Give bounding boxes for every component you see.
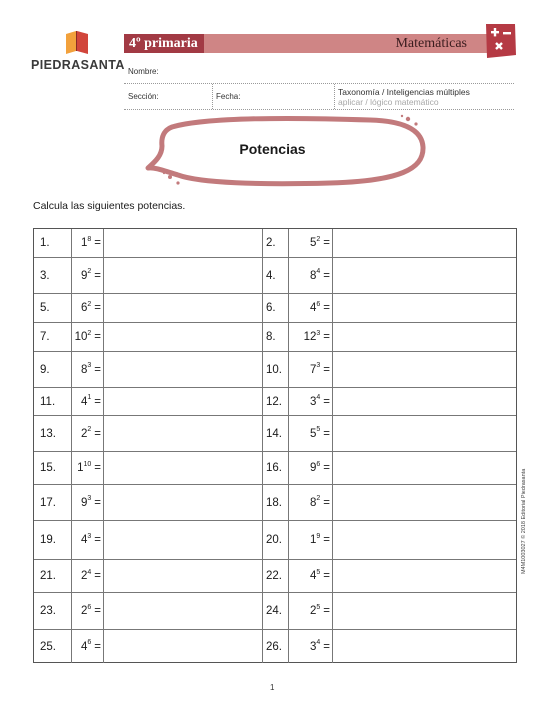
exercise-number: 25.: [40, 640, 56, 653]
math-operations-icon: [483, 22, 518, 60]
equals-sign: =: [94, 269, 101, 282]
table-divider: [262, 388, 263, 415]
equals-sign: =: [323, 395, 330, 408]
power-expression: [81, 630, 101, 663]
power-base: 10: [74, 331, 88, 343]
power-expression: [310, 416, 330, 451]
answer-field[interactable]: [104, 485, 261, 520]
exercise-number: 15.: [40, 462, 56, 474]
power-base: 1: [77, 462, 84, 474]
table-row: [34, 485, 516, 521]
equals-sign: =: [94, 395, 101, 408]
exercise-number: 8.: [266, 331, 276, 343]
equals-sign: =: [94, 570, 101, 582]
table-divider: [288, 593, 289, 629]
power-base: 4: [80, 395, 88, 408]
brand-name: PIEDRASANTA: [31, 58, 125, 72]
table-divider: [71, 593, 72, 629]
answer-field[interactable]: [333, 388, 515, 415]
power-expression: [310, 560, 330, 592]
equals-sign: =: [94, 427, 101, 440]
taxonomy-label: Taxonomía / Inteligencias múltiples: [338, 87, 470, 97]
exercise-number: 26.: [266, 640, 282, 653]
power-exponent: 2: [87, 426, 92, 433]
power-expression: [310, 352, 330, 387]
subject-label: Matemáticas: [395, 36, 467, 51]
power-exponent: 6: [316, 460, 321, 468]
table-divider: [71, 485, 72, 520]
power-base: 9: [309, 462, 317, 474]
table-divider: [262, 521, 263, 559]
power-base: 8: [80, 363, 88, 376]
table-divider: [262, 294, 263, 322]
equals-sign: =: [94, 237, 101, 249]
table-divider: [71, 294, 72, 322]
name-label: Nombre:: [128, 67, 159, 76]
power-expression: [81, 388, 101, 415]
power-expression: [75, 323, 101, 351]
answer-field[interactable]: [104, 323, 261, 351]
power-exponent: 4: [316, 639, 321, 646]
power-base: 2: [80, 427, 88, 440]
power-base: 2: [80, 570, 88, 582]
power-expression: [81, 485, 101, 520]
answer-field[interactable]: [104, 258, 261, 293]
power-base: 8: [309, 496, 317, 509]
power-exponent: 5: [316, 603, 321, 611]
power-expression: [77, 452, 101, 484]
table-divider: [71, 521, 72, 559]
answer-field[interactable]: [104, 593, 261, 629]
equals-sign: =: [94, 640, 101, 653]
power-base: 9: [80, 269, 88, 282]
power-exponent: 2: [316, 495, 321, 502]
power-base: 2: [80, 605, 88, 617]
power-exponent: 3: [87, 532, 92, 540]
power-exponent: 2: [87, 329, 92, 337]
exercise-number: 6.: [266, 302, 276, 314]
table-divider: [71, 630, 72, 663]
power-expression: [310, 452, 330, 484]
answer-field[interactable]: [104, 352, 261, 387]
answer-field[interactable]: [333, 560, 515, 592]
answer-field[interactable]: [333, 521, 515, 559]
power-expression: [310, 258, 330, 293]
equals-sign: =: [323, 302, 330, 314]
table-divider: [262, 593, 263, 629]
answer-field[interactable]: [333, 229, 515, 257]
power-base: 4: [309, 302, 317, 314]
answer-field[interactable]: [104, 388, 261, 415]
table-divider: [288, 416, 289, 451]
table-divider: [262, 560, 263, 592]
power-exponent: 2: [316, 235, 321, 243]
power-expression: [310, 229, 330, 257]
answer-field[interactable]: [104, 452, 261, 484]
power-exponent: 4: [87, 568, 92, 576]
exercise-number: 21.: [40, 570, 56, 582]
exercise-number: 20.: [266, 534, 282, 546]
power-expression: [304, 323, 330, 351]
table-divider: [288, 485, 289, 520]
answer-field[interactable]: [333, 294, 515, 322]
form-bottom-line: [124, 109, 514, 110]
exercise-number: 1.: [40, 237, 50, 249]
power-expression: [81, 521, 101, 559]
table-divider: [288, 258, 289, 293]
answer-field[interactable]: [333, 452, 515, 484]
exercise-number: 2.: [266, 237, 276, 249]
equals-sign: =: [94, 363, 101, 376]
equals-sign: =: [323, 269, 330, 282]
equals-sign: =: [94, 605, 101, 617]
power-base: 12: [303, 331, 317, 343]
power-exponent: 3: [87, 495, 92, 502]
power-expression: [310, 294, 330, 322]
grade-label: 4º primaria: [129, 36, 198, 51]
form-divider: [212, 84, 213, 109]
answer-field[interactable]: [104, 560, 261, 592]
power-exponent: 6: [87, 639, 92, 646]
power-exponent: 2: [87, 300, 92, 308]
power-exponent: 6: [87, 603, 92, 611]
exercise-number: 24.: [266, 605, 282, 617]
taxonomy-sub-label: aplicar / lógico matemático: [338, 97, 439, 107]
table-divider: [262, 630, 263, 663]
answer-field[interactable]: [104, 416, 261, 451]
date-label: Fecha:: [216, 92, 241, 101]
table-divider: [262, 416, 263, 451]
equals-sign: =: [94, 331, 101, 343]
table-divider: [71, 560, 72, 592]
equals-sign: =: [323, 605, 330, 617]
power-base: 8: [309, 269, 317, 282]
equals-sign: =: [323, 237, 330, 249]
equals-sign: =: [94, 462, 101, 474]
table-row: [34, 630, 516, 663]
power-exponent: 10: [83, 460, 92, 468]
exercise-number: 17.: [40, 496, 56, 509]
table-divider: [71, 352, 72, 387]
exercise-table: [33, 228, 517, 663]
power-base: 4: [309, 570, 317, 582]
table-divider: [288, 560, 289, 592]
table-divider: [288, 452, 289, 484]
equals-sign: =: [94, 496, 101, 509]
table-row: [34, 323, 516, 352]
power-base: 6: [80, 302, 88, 314]
table-divider: [288, 352, 289, 387]
exercise-number: 4.: [266, 269, 276, 282]
exercise-number: 19.: [40, 534, 56, 546]
table-row: [34, 258, 516, 294]
answer-field[interactable]: [104, 521, 261, 559]
power-base: 9: [80, 496, 88, 509]
exercise-number: 10.: [266, 363, 282, 376]
power-base: 4: [80, 534, 88, 546]
table-row: [34, 593, 516, 630]
answer-field[interactable]: [333, 258, 515, 293]
power-base: 2: [309, 605, 317, 617]
exercise-number: 14.: [266, 427, 282, 440]
table-row: [34, 388, 516, 416]
power-exponent: 1: [87, 394, 92, 401]
exercise-number: 11.: [40, 395, 56, 408]
table-divider: [288, 630, 289, 663]
power-base: 3: [309, 640, 317, 653]
table-divider: [71, 323, 72, 351]
table-row: [34, 452, 516, 485]
equals-sign: =: [323, 462, 330, 474]
answer-field[interactable]: [104, 229, 261, 257]
equals-sign: =: [323, 534, 330, 546]
table-divider: [288, 388, 289, 415]
table-divider: [71, 416, 72, 451]
table-row: [34, 560, 516, 593]
section-label: Sección:: [128, 92, 159, 101]
exercise-number: 22.: [266, 570, 282, 582]
equals-sign: =: [94, 534, 101, 546]
table-divider: [71, 229, 72, 257]
exercise-number: 12.: [266, 395, 282, 408]
table-divider: [262, 352, 263, 387]
power-base: 1: [309, 534, 317, 546]
exercise-number: 23.: [40, 605, 56, 617]
equals-sign: =: [323, 331, 330, 343]
power-exponent: 3: [316, 362, 321, 369]
page-number: 1: [270, 683, 275, 692]
power-expression: [310, 630, 330, 663]
answer-field[interactable]: [104, 630, 261, 663]
answer-field[interactable]: [104, 294, 261, 322]
power-base: 4: [80, 640, 88, 653]
table-divider: [71, 258, 72, 293]
form-divider: [334, 84, 335, 109]
answer-field[interactable]: [333, 485, 515, 520]
page-title: Potencias: [239, 141, 306, 157]
power-base: 5: [309, 237, 317, 249]
power-expression: [81, 593, 101, 629]
equals-sign: =: [323, 363, 330, 376]
table-divider: [262, 485, 263, 520]
power-expression: [81, 352, 101, 387]
table-divider: [71, 452, 72, 484]
power-exponent: 2: [87, 268, 92, 275]
power-expression: [81, 229, 101, 257]
power-exponent: 3: [87, 362, 92, 369]
exercise-number: 13.: [40, 427, 56, 440]
power-base: 1: [80, 237, 88, 249]
power-expression: [310, 593, 330, 629]
name-line[interactable]: [124, 83, 514, 84]
exercise-number: 7.: [40, 331, 50, 343]
table-divider: [262, 323, 263, 351]
table-divider: [288, 294, 289, 322]
footer-code: M4M1003027 © 2018 Editorial Piedrasanta: [521, 468, 527, 574]
power-expression: [310, 485, 330, 520]
instruction-text: Calcula las siguientes potencias.: [33, 200, 186, 212]
power-exponent: 5: [316, 568, 321, 576]
exercise-number: 16.: [266, 462, 282, 474]
table-divider: [288, 323, 289, 351]
equals-sign: =: [323, 640, 330, 653]
table-divider: [288, 229, 289, 257]
table-divider: [71, 388, 72, 415]
exercise-number: 3.: [40, 269, 50, 282]
power-expression: [310, 521, 330, 559]
power-exponent: 4: [316, 268, 321, 275]
power-base: 7: [309, 363, 317, 376]
power-exponent: 9: [316, 532, 321, 540]
equals-sign: =: [323, 496, 330, 509]
table-divider: [262, 452, 263, 484]
power-exponent: 3: [316, 329, 321, 337]
power-base: 5: [309, 427, 317, 440]
power-expression: [310, 388, 330, 415]
power-expression: [81, 258, 101, 293]
power-exponent: 5: [316, 426, 321, 433]
power-exponent: 8: [87, 235, 92, 243]
power-base: 3: [309, 395, 317, 408]
answer-field[interactable]: [333, 352, 515, 387]
power-expression: [81, 416, 101, 451]
answer-field[interactable]: [333, 630, 515, 663]
table-divider: [262, 229, 263, 257]
answer-field[interactable]: [333, 593, 515, 629]
exercise-number: 9.: [40, 363, 50, 376]
table-row: [34, 352, 516, 388]
table-row: [34, 229, 516, 258]
power-exponent: 4: [316, 394, 321, 401]
equals-sign: =: [323, 427, 330, 440]
power-expression: [81, 294, 101, 322]
exercise-number: 18.: [266, 496, 282, 509]
table-divider: [262, 258, 263, 293]
answer-field[interactable]: [333, 323, 515, 351]
power-expression: [81, 560, 101, 592]
table-row: [34, 521, 516, 560]
equals-sign: =: [94, 302, 101, 314]
answer-field[interactable]: [333, 416, 515, 451]
equals-sign: =: [323, 570, 330, 582]
table-divider: [288, 521, 289, 559]
table-row: [34, 416, 516, 452]
table-row: [34, 294, 516, 323]
exercise-number: 5.: [40, 302, 50, 314]
power-exponent: 6: [316, 300, 321, 308]
book-logo-icon: [64, 31, 90, 55]
